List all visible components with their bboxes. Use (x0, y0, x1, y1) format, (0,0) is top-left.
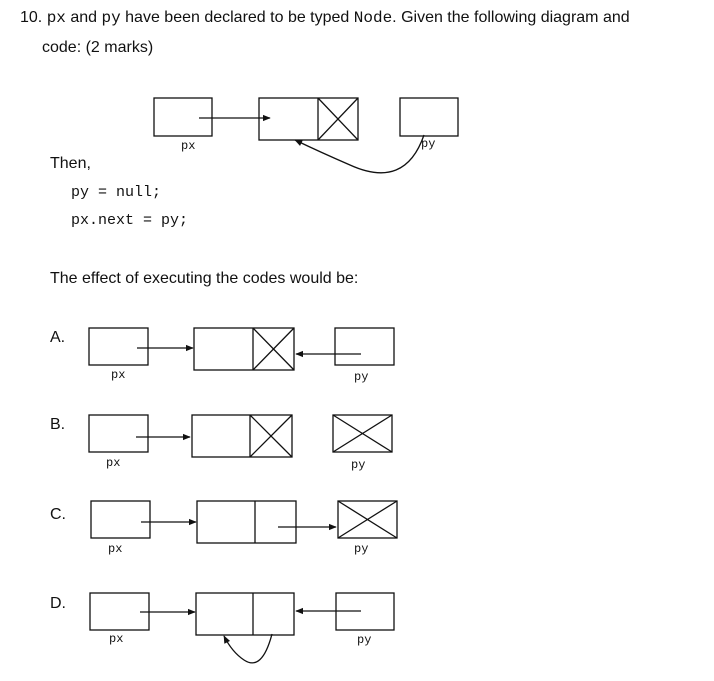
px-box (154, 98, 212, 136)
option-a-py-label: py (354, 370, 369, 384)
option-a-letter: A. (50, 329, 66, 346)
py-box (400, 98, 458, 136)
option-d-self-loop-arrow (224, 634, 272, 663)
type-name: Node (353, 9, 393, 27)
var-px: px (46, 9, 66, 27)
question-after-type: . Given the following diagram and (392, 9, 630, 26)
option-a-node-box (194, 328, 294, 370)
question-text-line2: code: (2 marks) (42, 39, 154, 56)
code-line-1: py = null; (71, 184, 162, 201)
option-b-diagram (89, 415, 392, 457)
option-b-py-label: py (351, 458, 366, 472)
option-b-node-box (192, 415, 292, 457)
option-d-py-label: py (357, 633, 372, 647)
option-d-diagram (90, 593, 394, 663)
option-c-px-label: px (108, 542, 123, 556)
option-c-diagram (91, 501, 397, 543)
option-b-px-label: px (106, 456, 121, 470)
py-curved-arrow (295, 135, 424, 173)
option-c-letter: C. (50, 506, 66, 523)
option-c-node-box (197, 501, 296, 543)
option-a-px-box (89, 328, 148, 365)
option-b-letter: B. (50, 416, 66, 433)
option-d-px-label: px (109, 632, 124, 646)
then-label: Then, (50, 155, 91, 172)
option-d-node-box (196, 593, 294, 635)
py-label: py (421, 137, 436, 151)
px-label: px (181, 139, 196, 153)
option-b-px-box (89, 415, 148, 452)
option-c-py-label: py (354, 542, 369, 556)
prompt-text: The effect of executing the codes would be: (50, 270, 359, 287)
code-line-2: px.next = py; (71, 212, 189, 229)
var-py: py (101, 9, 121, 27)
option-a-diagram (89, 328, 394, 370)
option-a-py-box (335, 328, 394, 365)
and-word: and (65, 9, 102, 26)
option-d-letter: D. (50, 595, 66, 612)
question-number: 10. (20, 9, 43, 26)
initial-diagram (154, 98, 458, 173)
option-c-px-box (91, 501, 150, 538)
question-mid-text: have been declared to be typed (120, 9, 354, 26)
option-a-px-label: px (111, 368, 126, 382)
node-box (259, 98, 358, 140)
